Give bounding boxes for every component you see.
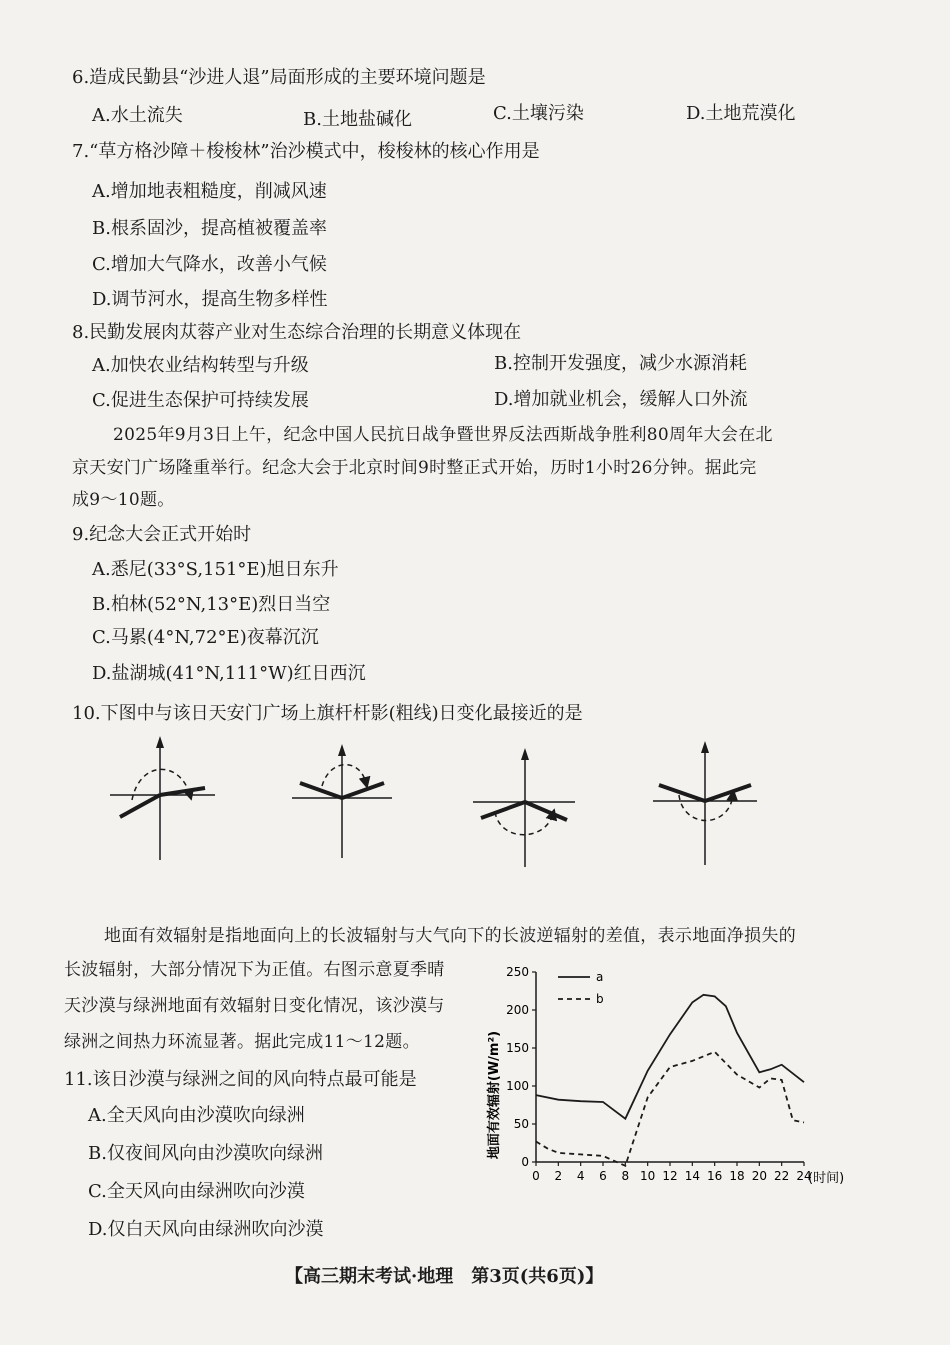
q9-option-b: B.柏林(52°N,13°E)烈日当空 xyxy=(92,594,331,615)
q11-stem: 11.该日沙漠与绿洲之间的风向特点最可能是 xyxy=(64,1069,417,1090)
q6-option-c: C.土壤污染 xyxy=(493,103,584,124)
q7-option-c: C.增加大气降水，改善小气候 xyxy=(92,254,327,275)
passage2-line1: 地面有效辐射是指地面向上的长波辐射与大气向下的长波逆辐射的差值，表示地面净损失的 xyxy=(104,926,796,946)
compass-diagram-b xyxy=(262,728,422,898)
chart-y-tick-label: 50 xyxy=(513,1117,529,1131)
chart-y-tick-label: 0 xyxy=(521,1155,529,1169)
q11-option-a: A.全天风向由沙漠吹向绿洲 xyxy=(88,1105,305,1126)
q9-option-d: D.盐湖城(41°N,111°W)红日西沉 xyxy=(92,663,366,684)
q8-option-b: B.控制开发强度，减少水源消耗 xyxy=(494,353,747,374)
q9-stem: 9.纪念大会正式开始时 xyxy=(72,524,252,545)
q7-stem: 7.“草方格沙障＋梭梭林”治沙模式中，梭梭林的核心作用是 xyxy=(72,141,540,162)
q7-option-a: A.增加地表粗糙度，削减风速 xyxy=(92,181,327,202)
chart-y-tick-label: 250 xyxy=(506,965,529,979)
chart-x-tick-label: 0 xyxy=(532,1169,540,1183)
q11-option-d: D.仅白天风向由绿洲吹向沙漠 xyxy=(88,1219,324,1240)
q11-option-c: C.全天风向由绿洲吹向沙漠 xyxy=(88,1181,305,1202)
chart-x-tick-label: 10 xyxy=(640,1169,656,1183)
series-a-line xyxy=(536,995,804,1119)
passage2-line3: 天沙漠与绿洲地面有效辐射日变化情况，该沙漠与 xyxy=(64,996,445,1016)
chart-y-tick-label: 150 xyxy=(506,1041,529,1055)
legend-b-label: b xyxy=(596,992,604,1006)
chart-x-tick-label: 2 xyxy=(554,1169,563,1183)
chart-x-label: (时间) xyxy=(808,1171,845,1186)
chart-x-tick-label: 4 xyxy=(576,1169,585,1183)
q8-option-c: C.促进生态保护可持续发展 xyxy=(92,390,309,411)
compass-diagram-c xyxy=(445,732,605,902)
passage2-line4: 绿洲之间热力环流显著。据此完成11～12题。 xyxy=(64,1032,420,1052)
radiation-chart xyxy=(478,955,858,1195)
passage1-line3: 成9～10题。 xyxy=(72,490,175,510)
passage1-line2: 京天安门广场隆重举行。纪念大会于北京时间9时整正式开始，历时1小时26分钟。据此完 xyxy=(72,458,757,478)
q10-stem: 10.下图中与该日天安门广场上旗杆杆影(粗线)日变化最接近的是 xyxy=(72,703,583,724)
compass-diagram-a xyxy=(80,720,240,900)
chart-y-label: 地面有效辐射(W/m²) xyxy=(487,1030,502,1160)
q6-option-b: B.土地盐碱化 xyxy=(303,109,412,130)
passage2-line2: 长波辐射，大部分情况下为正值。右图示意夏季晴 xyxy=(64,960,445,980)
legend-a-label: a xyxy=(596,970,604,984)
q8-stem: 8.民勤发展肉苁蓉产业对生态综合治理的长期意义体现在 xyxy=(72,322,522,343)
compass-diagram-d xyxy=(625,725,785,895)
chart-y-tick-label: 200 xyxy=(506,1003,529,1017)
chart-x-tick-label: 14 xyxy=(684,1169,700,1183)
chart-x-tick-label: 22 xyxy=(774,1169,790,1183)
chart-x-tick-label: 6 xyxy=(599,1169,607,1183)
q6-option-d: D.土地荒漠化 xyxy=(686,103,796,124)
q6-option-a: A.水土流失 xyxy=(92,105,183,126)
q7-option-d: D.调节河水，提高生物多样性 xyxy=(92,289,328,310)
chart-y-tick-label: 100 xyxy=(506,1079,529,1093)
chart-x-tick-label: 8 xyxy=(621,1169,630,1183)
q11-option-b: B.仅夜间风向由沙漠吹向绿洲 xyxy=(88,1143,323,1164)
passage1-line1: 2025年9月3日上午，纪念中国人民抗日战争暨世界反法西斯战争胜利80周年大会在北 xyxy=(113,425,773,445)
chart-x-tick-label: 16 xyxy=(707,1169,723,1183)
q7-option-b: B.根系固沙，提高植被覆盖率 xyxy=(92,218,327,239)
chart-x-tick-label: 18 xyxy=(729,1169,745,1183)
series-b-line xyxy=(536,1052,804,1166)
page-footer: 【高三期末考试·地理 第3页(共6页)】 xyxy=(285,1266,604,1287)
chart-x-tick-label: 12 xyxy=(662,1169,678,1183)
q9-option-a: A.悉尼(33°S,151°E)旭日东升 xyxy=(92,559,339,580)
q8-option-d: D.增加就业机会，缓解人口外流 xyxy=(494,389,748,410)
q6-stem: 6.造成民勤县“沙进人退”局面形成的主要环境问题是 xyxy=(72,67,486,88)
q8-option-a: A.加快农业结构转型与升级 xyxy=(92,355,309,376)
chart-x-tick-label: 20 xyxy=(751,1169,767,1183)
q9-option-c: C.马累(4°N,72°E)夜幕沉沉 xyxy=(92,627,319,648)
chart-x-tick-label: 24 xyxy=(796,1169,812,1183)
